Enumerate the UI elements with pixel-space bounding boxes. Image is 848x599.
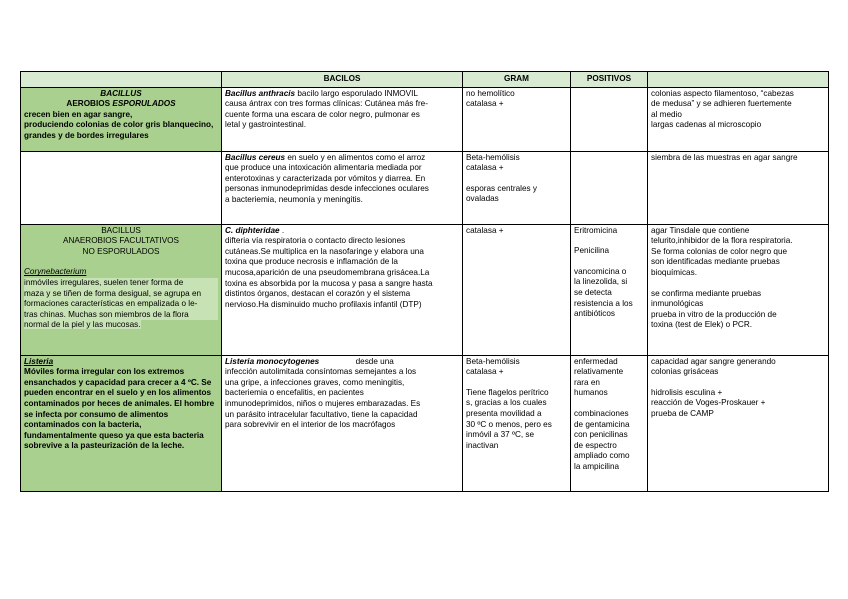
header-cell-positivos: POSITIVOS [571,72,648,88]
genus-name: Listeria [24,356,54,366]
antibiotic-line: Eritromicina [574,225,618,235]
notes-line: colonias aspecto filamentoso, “cabezas [651,88,794,98]
notes-cell [648,151,829,224]
gram-line: Beta-hemólisis [466,356,520,366]
header-cell-1 [21,72,222,88]
group-desc-line: ensanchados y capacidad para crecer a 4 ºC. Se [24,377,212,387]
group-desc-line: crecen bien en agar sangre, [24,109,133,119]
notes-line: prueba in vitro de la producción de [651,309,777,319]
species-desc-line: difteria vía respiratoria o contacto directo lesiones [225,236,406,246]
species-desc-line: inmunodeprimidos, niños o mujeres embarazadas. Es [225,398,421,408]
notes-line: capacidad agar sangre generando [651,356,776,366]
table-row [21,355,829,491]
group-title: BACILLUS [101,225,141,235]
notes-line: colonias grisáceas [651,367,719,377]
gram-line: ovaladas [466,194,499,204]
species-desc-line: Listeria monocytogenes desde una [225,356,394,366]
notes-line: de medusa” y se adhieren fuertemente [651,99,792,109]
positivos-cell [571,224,648,355]
treatment-line: rara en [574,377,600,387]
table-header-row [21,72,829,88]
species-desc-line: distintos órganos, destacan el corazón y el sistema [225,289,411,299]
group-title: BACILLUS [100,88,142,98]
notes-cell [648,355,829,491]
species-desc-line: una gripe, a infecciones graves, como meningitis, [225,377,405,387]
group-desc-line: fundamentalmente queso ya que esta bacteria [24,430,204,440]
header-cell-gram: GRAM [463,72,571,88]
gram-cell [463,355,571,491]
table-row [21,224,829,355]
gram-line [466,174,567,184]
gram-cell [463,224,571,355]
group-desc-line: pueden encontrar en el suelo y en los alimentos [24,388,211,398]
treatment-line: con penicilinas [574,430,628,440]
header-cell-5 [648,72,829,88]
group-subtitle: ANAEROBIOS FACULTATIVOS [62,236,179,246]
group-desc-line: grandes y de bordes irregulares [24,130,149,140]
antibiotic-line: se detecta [574,287,612,297]
gram-line: inactivan [466,440,499,450]
notes-line: se confirma mediante pruebas [651,288,762,298]
gram-line: Beta-hemólisis [466,152,520,162]
notes-line: reacción de Voges-Proskauer + [651,398,766,408]
notes-line: telurito,inhibidor de la flora respiratoria. [651,236,793,246]
treatment-line: humanos [574,388,608,398]
treatment-line: enfermedad [574,356,618,366]
group-cell-listeria [21,355,222,491]
genus-name: Corynebacterium [24,267,87,277]
positivos-cell [571,355,648,491]
species-desc-line: toxina es absorbida por la mucosa y pasa a sangre hasta [225,278,433,288]
species-desc-line: toxina que produce necrosis e inflamación de la [225,257,398,267]
gram-line: Tiene flagelos perítrico [466,387,549,397]
species-desc-line: para sobrevivir en el interior de los macrófagos [225,420,396,430]
notes-line: siembra de las muestras en agar sangre [651,152,798,162]
notes-line: al medio [651,109,682,119]
notes-line: inmunológicas [651,299,704,309]
species-desc-line: C. diphteridae . [225,225,285,235]
group-desc-line: Móviles forma irregular con los extremos [24,367,185,377]
antibiotic-line: antibióticos [574,309,615,319]
antibiotic-line: Penicilina [574,246,610,256]
species-name: Bacillus cereus [225,152,286,162]
antibiotic-line: vancomicina o [574,266,627,276]
treatment-line: de espectro [574,440,617,450]
group-desc-line: produciendo colonias de color gris blanquecino, [24,120,214,130]
bacilos-table [20,71,829,492]
treatment-line: ampliado como [574,451,630,461]
group-desc-line: contaminados con la bacteria, [24,420,142,430]
species-cell-diphteridae [222,224,463,355]
notes-cell [648,87,829,151]
positivos-cell [571,87,648,151]
species-desc-line: Bacillus anthracis bacilo largo esporulado INMOVIL [225,88,418,98]
gram-cell [463,151,571,224]
treatment-line: de gentamicina [574,419,630,429]
notes-line: bioquímicas. [651,267,697,277]
species-desc-line: enterotoxinas y caracterizada por vómitos y diarrea. En [225,173,426,183]
antibiotic-line: resistencia a los [574,298,633,308]
species-desc-line: que produce una intoxicación alimentaria mediada por [225,163,422,173]
treatment-line: combinaciones [574,408,629,418]
species-desc-line: personas inmunodeprimidas desde infecciones oculares [225,184,429,194]
antibiotic-line: la linezolida, si [574,277,628,287]
group-desc-line: inmóviles irregulares, suelen tener forma de [24,278,218,289]
species-desc-line: cuente forma una escara de color negro, pulmonar es [225,109,420,119]
species-desc-line: nervioso.Ha disminuido mucho profilaxis infantil (DTP) [225,299,422,309]
group-subtitle: AEROBIOS ESPORULADOS [66,99,176,109]
notes-line: hidrolisis esculina + [651,387,723,397]
header-cell-bacilos: BACILOS [222,72,463,88]
species-desc-line: cutáneas.Se multiplica en la nasofaringe y elabora una [225,246,424,256]
notes-line: prueba de CAMP [651,408,714,418]
group-desc-line: maza y se tiñen de forma desigual, se agrupa en [24,289,218,300]
species-name: C. diphteridae [225,225,280,235]
gram-line: s, gracias a los cuales [466,398,547,408]
positivos-cell [571,151,648,224]
group-cell-aerobios [21,87,222,151]
group-subtitle: NO ESPORULADOS [82,246,160,256]
gram-line: presenta movilidad a [466,408,542,418]
table-row [21,87,829,151]
treatment-line: relativamente [574,367,624,377]
species-desc-line: mucosa,aparición de una pseudomembrana grisácea.La [225,267,430,277]
group-desc-line: formaciones características en empalizada o le- [24,299,218,310]
species-cell-cereus [222,151,463,224]
group-cell-empty [21,151,222,224]
notes-line: agar Tinsdale que contiene [651,225,750,235]
species-name: Bacillus anthracis [225,88,296,98]
notes-line: largas cadenas al microscopio [651,120,762,130]
group-desc-line: contaminados por heces de animales. El hombre [24,398,215,408]
species-desc-line: un parásito intracelular facultativo, tiene la capacidad [225,409,418,419]
species-desc-line: bacteriemia o encefalitis, en pacientes [225,388,364,398]
notes-line: toxina (test de Elek) o PCR. [651,320,753,330]
group-desc-line: tras chinas. Muchas son miembros de la flora [24,310,218,321]
group-desc-line: normal de la piel y las mucosas. [24,320,141,330]
gram-line: catalasa + [466,99,504,109]
species-desc-line: causa ántrax con tres formas clínicas: Cutánea más fre- [225,99,428,109]
species-cell-anthracis [222,87,463,151]
gram-line: catalasa + [466,163,504,173]
gram-line: catalasa + [466,367,504,377]
table-row [21,151,829,224]
species-desc-line: letal y gastrointestinal. [225,120,307,130]
species-desc-line: Bacillus cereus en suelo y en alimentos como el arroz [225,152,426,162]
treatment-line: la ampicilina [574,461,620,471]
notes-cell [648,224,829,355]
species-name: Listeria monocytogenes [225,356,320,366]
species-cell-monocytogenes [222,355,463,491]
gram-line: 30 ºC o menos, pero es [466,419,552,429]
gram-line: esporas centrales y [466,183,537,193]
species-desc-line: infección autolimitada consíntomas semejantes a los [225,367,417,377]
gram-line: inmóvil a 37 ºC, se [466,430,535,440]
notes-line: Se forma colonias de color negro que [651,246,788,256]
group-desc-line: sobrevive a la pasteurización de la leche. [24,441,185,451]
gram-line: no hemolítico [466,88,515,98]
group-desc-line: se infecta por consumo de alimentos [24,409,169,419]
group-cell-anaerobios [21,224,222,355]
notes-line: son identificadas mediante pruebas [651,257,780,267]
species-desc-line: a bacteriemia, neumonía y meningitis. [225,194,363,204]
gram-cell [463,87,571,151]
gram-line: catalasa + [466,225,504,235]
